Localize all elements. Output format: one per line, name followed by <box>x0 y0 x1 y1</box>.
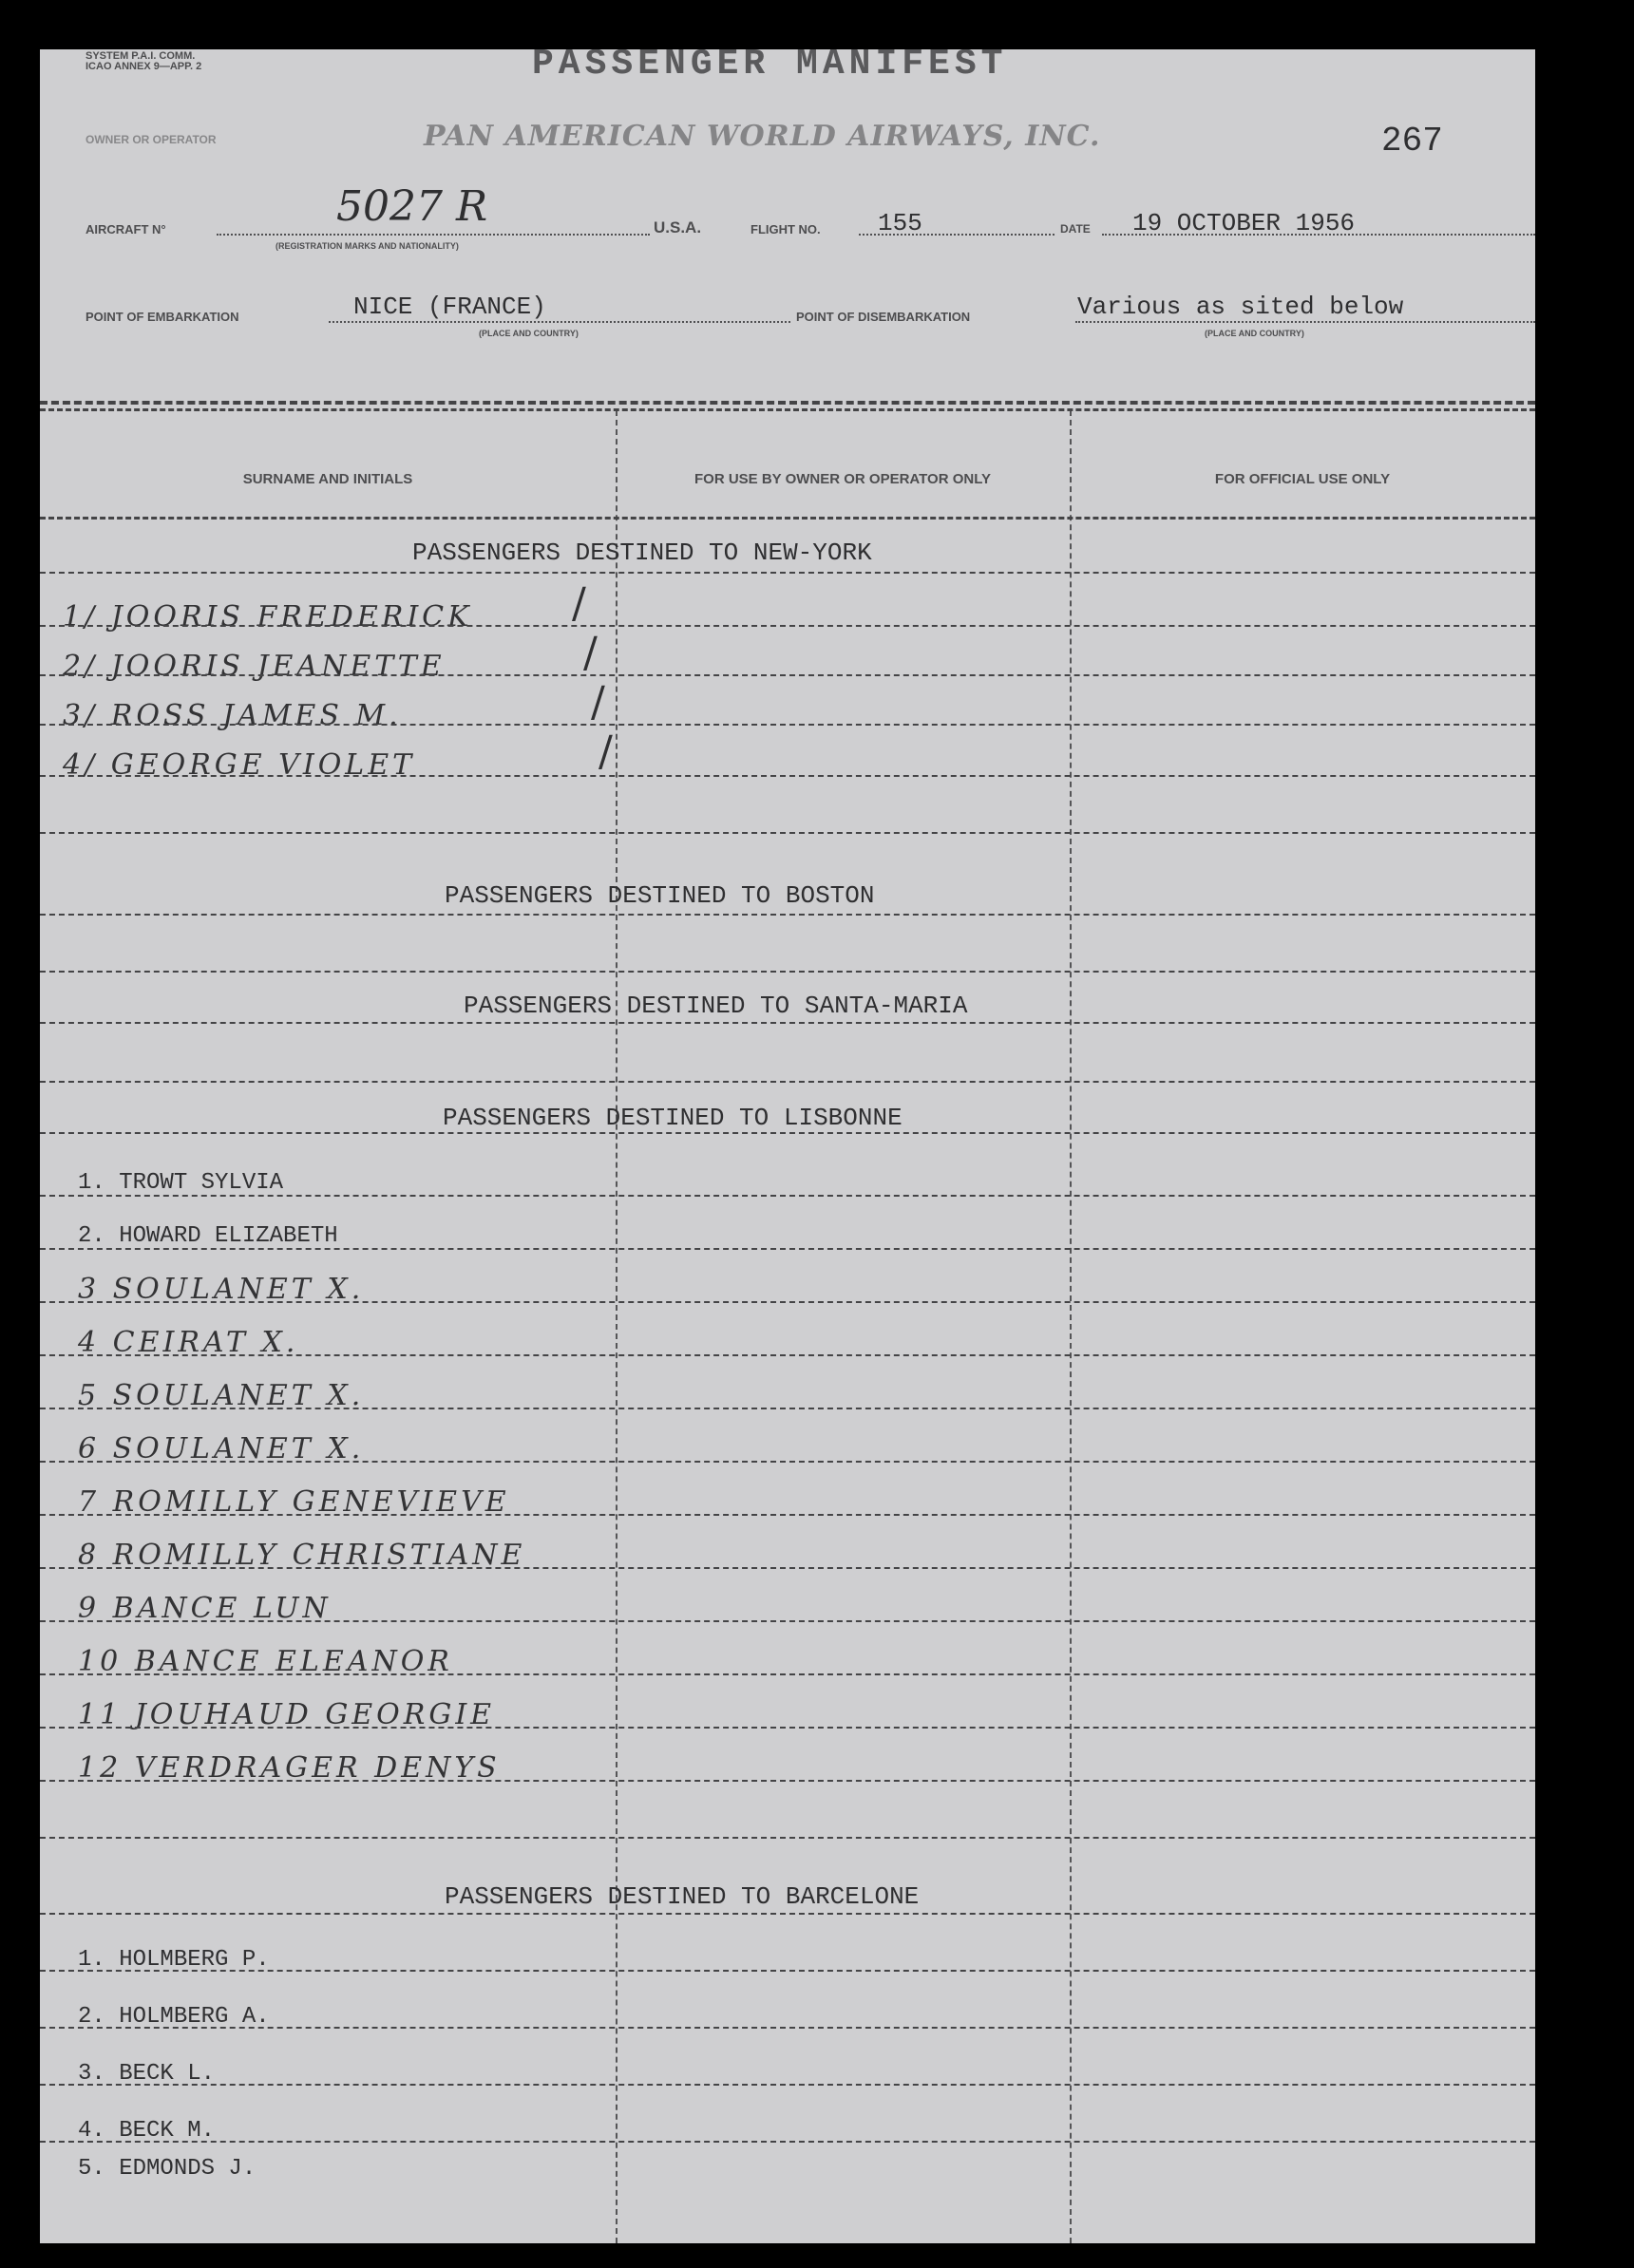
passenger-row: 11 JOUHAUD GEORGIE <box>78 1698 496 1731</box>
ruled-line <box>40 724 1535 726</box>
embarkation-value: NICE (FRANCE) <box>353 293 546 321</box>
passenger-row: 5. EDMONDS J. <box>78 2156 256 2182</box>
ruled-line <box>40 2084 1535 2086</box>
passenger-row: 4 CEIRAT X. <box>78 1326 299 1359</box>
ruled-line <box>40 625 1535 627</box>
ruled-line <box>40 1354 1535 1356</box>
ruled-line <box>40 1673 1535 1675</box>
ruled-line <box>40 971 1535 973</box>
ruled-line <box>40 1461 1535 1463</box>
ruled-line <box>40 1913 1535 1915</box>
column-divider-1 <box>616 410 618 2243</box>
flight-label: FLIGHT NO. <box>750 222 821 236</box>
aircraft-fill-line <box>217 234 650 236</box>
check-mark: / <box>591 678 605 727</box>
passenger-row: 2. HOLMBERG A. <box>78 2004 270 2030</box>
flight-value: 155 <box>878 209 922 237</box>
page-number: 267 <box>1381 122 1443 161</box>
ruled-line <box>40 1780 1535 1782</box>
ruled-line <box>40 1567 1535 1569</box>
passenger-row: 4/ GEORGE VIOLET <box>63 748 416 782</box>
form-reference: SYSTEM P.A.I. COMM. ICAO ANNEX 9—APP. 2 <box>86 50 202 72</box>
passenger-row: 4. BECK M. <box>78 2118 216 2144</box>
ruled-line <box>40 1837 1535 1839</box>
embarkation-label: POINT OF EMBARKATION <box>86 310 239 324</box>
column-header-official: FOR OFFICIAL USE ONLY <box>1214 471 1391 487</box>
section-heading-new-york: PASSENGERS DESTINED TO NEW-YORK <box>412 539 872 567</box>
ruled-line <box>40 1408 1535 1409</box>
passenger-row: 5 SOULANET X. <box>78 1379 365 1412</box>
ruled-line <box>40 914 1535 916</box>
ruled-line <box>40 1727 1535 1729</box>
column-header-surname: SURNAME AND INITIALS <box>242 471 413 487</box>
ruled-line <box>40 1970 1535 1972</box>
check-mark: / <box>598 728 613 776</box>
ruled-line <box>40 775 1535 777</box>
table-top-rule <box>40 408 1535 411</box>
aircraft-label: AIRCRAFT N° <box>86 222 166 236</box>
passenger-row: 6 SOULANET X. <box>78 1432 365 1465</box>
disembarkation-label: POINT OF DISEMBARKATION <box>796 310 971 324</box>
passenger-row: 1/ JOORIS FREDERICK <box>63 600 473 633</box>
section-heading-boston: PASSENGERS DESTINED TO BOSTON <box>445 881 875 910</box>
passenger-row: 7 ROMILLY GENEVIEVE <box>78 1485 510 1519</box>
check-mark: / <box>583 629 598 677</box>
ruled-line <box>40 1132 1535 1134</box>
column-header-operator: FOR USE BY OWNER OR OPERATOR ONLY <box>694 471 991 487</box>
passenger-row: 3. BECK L. <box>78 2061 216 2087</box>
ruled-line <box>40 1022 1535 1024</box>
disembarkation-caption: (PLACE AND COUNTRY) <box>1205 329 1304 338</box>
passenger-row: 2. HOWARD ELIZABETH <box>78 1223 338 1249</box>
embarkation-caption: (PLACE AND COUNTRY) <box>479 329 579 338</box>
section-heading-santa-maria: PASSENGERS DESTINED TO SANTA-MARIA <box>464 992 968 1020</box>
section-heading-lisbonne: PASSENGERS DESTINED TO LISBONNE <box>443 1104 902 1132</box>
ruled-line <box>40 2141 1535 2143</box>
embarkation-fill-line <box>329 321 790 323</box>
header-bottom-rule <box>40 517 1535 520</box>
disembarkation-value: Various as sited below <box>1077 293 1404 321</box>
passenger-row: 9 BANCE LUN <box>78 1592 332 1625</box>
passenger-row: 8 ROMILLY CHRISTIANE <box>78 1539 526 1572</box>
owner-value: PAN AMERICAN WORLD AIRWAYS, INC. <box>424 120 1101 153</box>
manifest-page <box>40 49 1535 2243</box>
usa-label: U.S.A. <box>654 218 702 236</box>
passenger-row: 1. HOLMBERG P. <box>78 1947 270 1973</box>
date-label: DATE <box>1060 222 1091 236</box>
table-top-rule <box>40 401 1535 405</box>
ruled-line <box>40 1248 1535 1250</box>
date-value: 19 OCTOBER 1956 <box>1132 209 1356 237</box>
passenger-table <box>40 401 1535 2243</box>
registration-caption: (REGISTRATION MARKS AND NATIONALITY) <box>276 241 459 251</box>
ruled-line <box>40 1195 1535 1197</box>
manifest-title: PASSENGER MANIFEST <box>532 49 1008 85</box>
ruled-line <box>40 572 1535 574</box>
column-divider-2 <box>1070 410 1072 2243</box>
ruled-line <box>40 1620 1535 1622</box>
passenger-row: 3/ ROSS JAMES M. <box>63 699 402 732</box>
owner-label: OWNER OR OPERATOR <box>86 133 217 146</box>
aircraft-value: 5027 R <box>336 182 488 231</box>
passenger-row: 10 BANCE ELEANOR <box>78 1645 453 1678</box>
disembarkation-fill-line <box>1075 321 1535 323</box>
passenger-row: 1. TROWT SYLVIA <box>78 1170 284 1196</box>
passenger-row: 3 SOULANET X. <box>78 1273 365 1306</box>
passenger-row: 2/ JOORIS JEANETTE <box>63 650 446 683</box>
section-heading-barcelone: PASSENGERS DESTINED TO BARCELONE <box>445 1882 920 1911</box>
passenger-row: 12 VERDRAGER DENYS <box>78 1751 501 1785</box>
ruled-line <box>40 674 1535 676</box>
ruled-line <box>40 1301 1535 1303</box>
check-mark: / <box>572 579 586 628</box>
ruled-line <box>40 832 1535 834</box>
ruled-line <box>40 1081 1535 1083</box>
ruled-line <box>40 2027 1535 2029</box>
ruled-line <box>40 1514 1535 1516</box>
manifest-header <box>40 49 1535 391</box>
